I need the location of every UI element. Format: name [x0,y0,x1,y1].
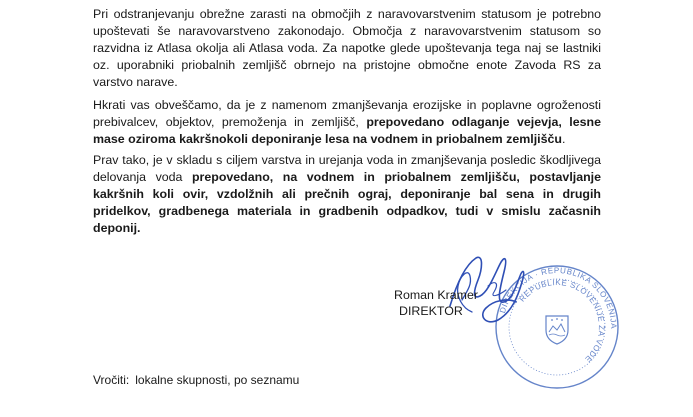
signatory-name: Roman Kramer [394,288,479,302]
delivery-label: Vročiti: [93,373,130,387]
coat-of-arms-icon [546,316,568,344]
delivery-line [93,372,299,388]
paragraph2-text: Hkrati vas obveščamo, da je z namenom zmanjševanja erozijske in poplavne ogroženosti prebivalcev, objektov, premoženja in zemljišč, [93,98,601,129]
delivery-value: lokalne skupnosti, po seznamu [135,373,300,387]
paragraph1-text: Pri odstranjevanju obrežne zarasti na območjih z naravovarstvenim statusom je potrebno upoštevati še naravovarstveno zakonodajo. Območja z naravovarstvenim statusom so razvidna iz Atlasa okolja ali Atlasa voda. Za napotke glede upoštevanja tega naj se lastniki oz. uporabniki priobalnih zemljišč obrnejo na pristojne območne enote Zavoda RS za varstvo narave. [93,7,601,89]
paragraph2-bold-prohibition: prepovedano odlaganje vejevja, lesne mase oziroma kakršnokoli deponiranje lesa na vodnem in priobalnem zemljišču [93,115,601,146]
paragraph-nature-protection [93,6,601,91]
signatory-title: DIREKTOR [399,304,463,318]
paragraph3-bold-prohibition: prepovedano, na vodnem in priobalnem zemljišču, postavljanje kakršnih koli ovir, vzdolžnih ali prečnih ograj, deponiranje bal sena in drugih pridelkov, gradbenega materiala in gradbenih odpadkov, tudi v smislu začasnih deponij. [93,170,601,235]
paragraph3-text: Prav tako, je v skladu s ciljem varstva in urejanja voda in zmanjševanja posledic škodljivega delovanja voda [93,153,601,184]
svg-text:DIREKCIJA · REPUBLIKA SLOVENIJ: DIREKCIJA · REPUBLIKA SLOVENIJA [497,265,619,330]
paragraph2-end: . [561,132,566,146]
paragraph-erosion-notice [93,97,601,148]
paragraph-obstacle-prohibition [93,152,601,237]
svg-text:REPUBLIKE SLOVENIJE ZA VODE: REPUBLIKE SLOVENIJE ZA VODE [517,277,607,365]
